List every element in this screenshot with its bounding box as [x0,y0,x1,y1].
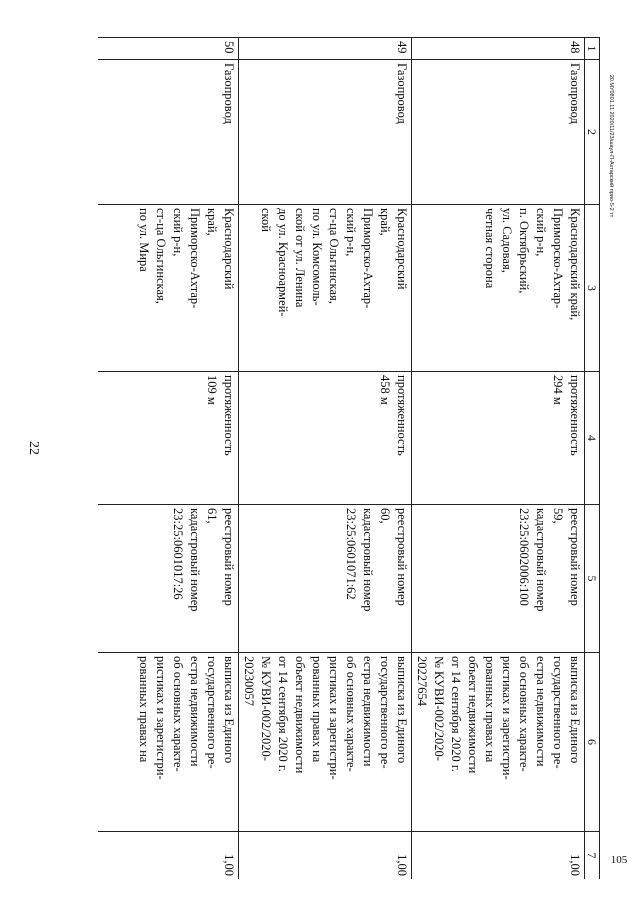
column-header: 2 [585,60,600,205]
row-number: 48 [412,38,585,60]
property-registry-table [98,37,600,879]
object-address: Краснодарский край, Приморско-Ахтар- ский р-н, ст-ца Ольгинская, по ул. Комсомоль- ской от ул. Ленина до ул. Красноармей- ской [239,205,412,372]
basis-document: выписка из Единого государственного ре- естра недвижимости об основных характе- ристиках и зарегистри- рованных правах на [98,653,239,832]
object-address: Краснодарский край, Приморско-Ахтар- ский р-н, п. Октябрьский, ул. Садовая, четная сторона [412,205,585,372]
column-header: 7 [585,832,600,880]
page-number: 22 [26,441,41,455]
basis-document: выписка из Единого государственного ре- естра недвижимости об основных характе- ристиках и зарегистри- рованных правах на объект недвижимости от 14 сентября 2020 г. № КУВИ-002/2020- 20230057 [239,653,412,832]
column-header: 1 [585,38,600,60]
table-header-row [585,38,600,880]
object-value: 1,00 [412,832,585,880]
object-name: Газопровод [98,60,239,205]
column-header: 5 [585,505,600,653]
object-address: Краснодарский край, Приморско-Ахтар- ский р-н, ст-ца Ольгинская, по ул. Мира [98,205,239,372]
rotated-table [98,37,600,879]
registry-numbers: реестровый номер 59, кадастровый номер 23:25:0602006:100 [412,505,585,653]
registry-table-container [98,37,600,879]
registry-numbers: реестровый номер 61, кадастровый номер 23:25:0601017:26 [98,505,239,653]
object-name: Газопровод [239,60,412,205]
object-length: протяженность 109 м [98,372,239,505]
object-length: протяженность 458 м [239,372,412,505]
document-page-number: 105 [610,854,628,866]
column-header: 6 [585,653,600,832]
object-value: 1,00 [239,832,412,880]
row-number: 50 [98,38,239,60]
object-value: 1,00 [98,832,239,880]
object-length: протяженность 294 м [412,372,585,505]
table-row [98,38,239,880]
column-header: 4 [585,372,600,505]
object-name: Газопровод [412,60,585,205]
footer-code: 20.МУ0801.11 2020/11/23/шаул-П-Ахтарский прио-5-2 тт [608,74,614,218]
registry-numbers: реестровый номер 60, кадастровый номер 23:25:0601071:62 [239,505,412,653]
column-header: 3 [585,205,600,372]
table-row [239,38,412,880]
table-row [412,38,585,880]
basis-document: выписка из Единого государственного ре- естра недвижимости об основных характе- ристиках и зарегистри- рованных правах на объект недвижимости от 14 сентября 2020 г. № КУВИ-002/2020- 20227654 [412,653,585,832]
row-number: 49 [239,38,412,60]
